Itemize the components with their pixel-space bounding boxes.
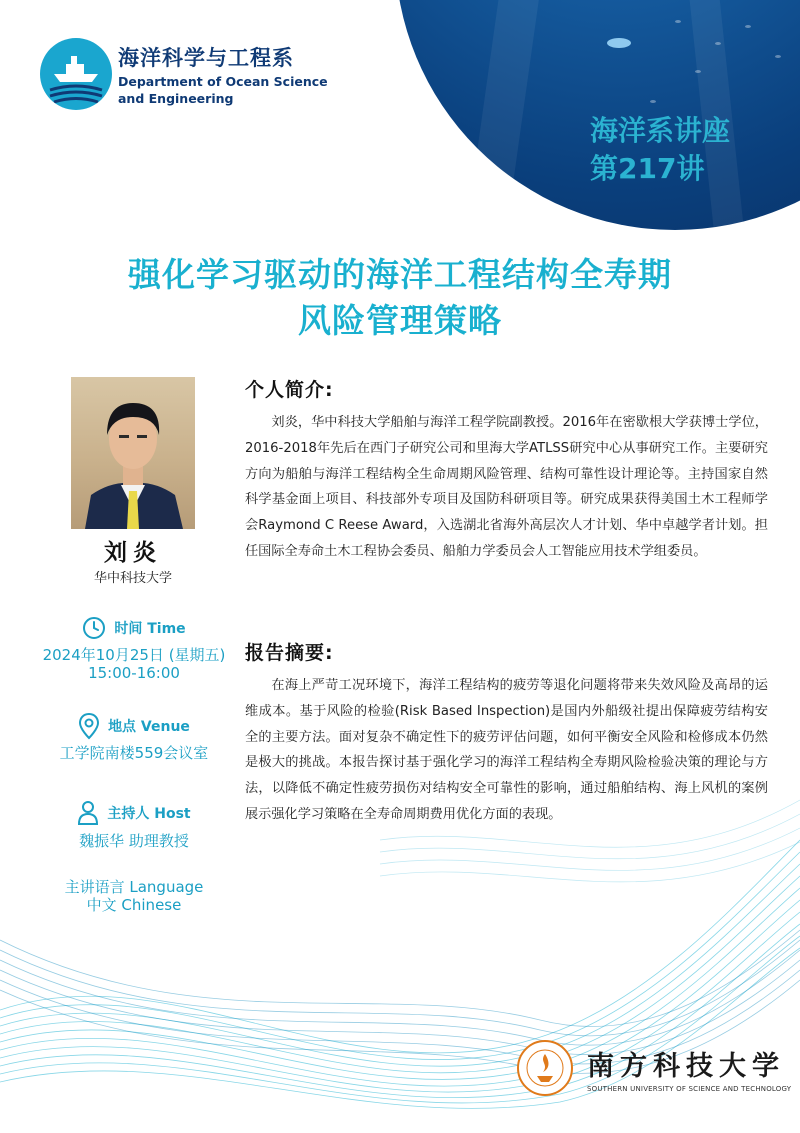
lecture-title <box>0 252 800 344</box>
university-emblem-icon <box>517 1040 573 1096</box>
lecture-title-line1: 强化学习驱动的海洋工程结构全寿期 <box>128 255 672 294</box>
location-pin-icon <box>78 712 100 740</box>
bio-heading: 个人简介: <box>245 379 334 401</box>
venue-block <box>30 712 238 762</box>
bio-text: 刘炎，华中科技大学船舶与海洋工程学院副教授。2016年在密歇根大学获博士学位，2016-2018年先后在西门子研究公司和里海大学ATLSS研究中心从事研究工作。主要研究方向为船舶与海洋工程结构全生命周期风险管理、结构可靠性设计理论等。主持国家自然科学基金面上项目、科技部外专项目及国防科研项目等。研究成果获得美国土木工程师学会Raymond C Reese Award，入选湖北省海外高层次人才计划、华中卓越学者计划。担任国际全寿命土木工程协会委员、船舶力学委员会人工智能应用技术学组委员。 <box>245 415 768 559</box>
university-name-cn: 南方科技大学 <box>587 1050 785 1082</box>
ship-emblem-icon <box>40 38 112 110</box>
event-language: 中文 Chinese <box>86 896 182 914</box>
event-hours: 15:00-16:00 <box>88 664 180 682</box>
department-name-cn: 海洋科学与工程系 <box>118 46 294 70</box>
abstract-text: 在海上严苛工况环境下，海洋工程结构的疲劳等退化问题将带来失效风险及高昂的运维成本。基于风险的检验(Risk Based Inspection)是国内外船级社提出保障疲劳结构安全的主要方法。面对复杂不确定性下的疲劳评估问题，如何平衡安全风险和检修成本仍然是极大的挑战。本报告探讨基于强化学习的海洋工程结构全寿期风险检验决策的理论与方法，以降低不确定性疲劳损伤对结构安全可靠性的影响，通过船舶结构、海上风机的案例展示强化学习策略在全寿命周期费用优化方面的表现。 <box>245 678 768 822</box>
university-name-en: SOUTHERN UNIVERSITY OF SCIENCE AND TECHNOLOGY <box>587 1084 792 1093</box>
time-block <box>30 616 238 682</box>
venue-label: 地点 Venue <box>108 719 190 735</box>
language-label: 主讲语言 Language <box>64 878 204 896</box>
host-label: 主持人 Host <box>107 806 191 822</box>
department-name-en-line1: Department of Ocean Science <box>118 74 328 89</box>
department-logo <box>40 38 328 110</box>
lecture-series-label <box>590 112 730 188</box>
speaker-photo <box>71 377 195 529</box>
series-name: 海洋系讲座 <box>590 114 731 147</box>
abstract-heading: 报告摘要: <box>245 642 334 664</box>
speaker-name: 刘炎 <box>104 540 162 566</box>
event-venue: 工学院南楼559会议室 <box>59 744 209 762</box>
series-number: 第217讲 <box>590 152 705 185</box>
event-host: 魏振华 助理教授 <box>79 832 189 850</box>
lecture-title-line2: 风险管理策略 <box>298 301 502 340</box>
clock-icon <box>82 616 106 640</box>
event-date: 2024年10月25日 (星期五) <box>42 646 226 664</box>
fish-icon <box>607 38 631 48</box>
time-label: 时间 Time <box>114 621 186 637</box>
university-logo <box>517 1040 791 1096</box>
department-name-en-line2: and Engineering <box>118 91 234 106</box>
speaker-affiliation: 华中科技大学 <box>93 571 172 586</box>
